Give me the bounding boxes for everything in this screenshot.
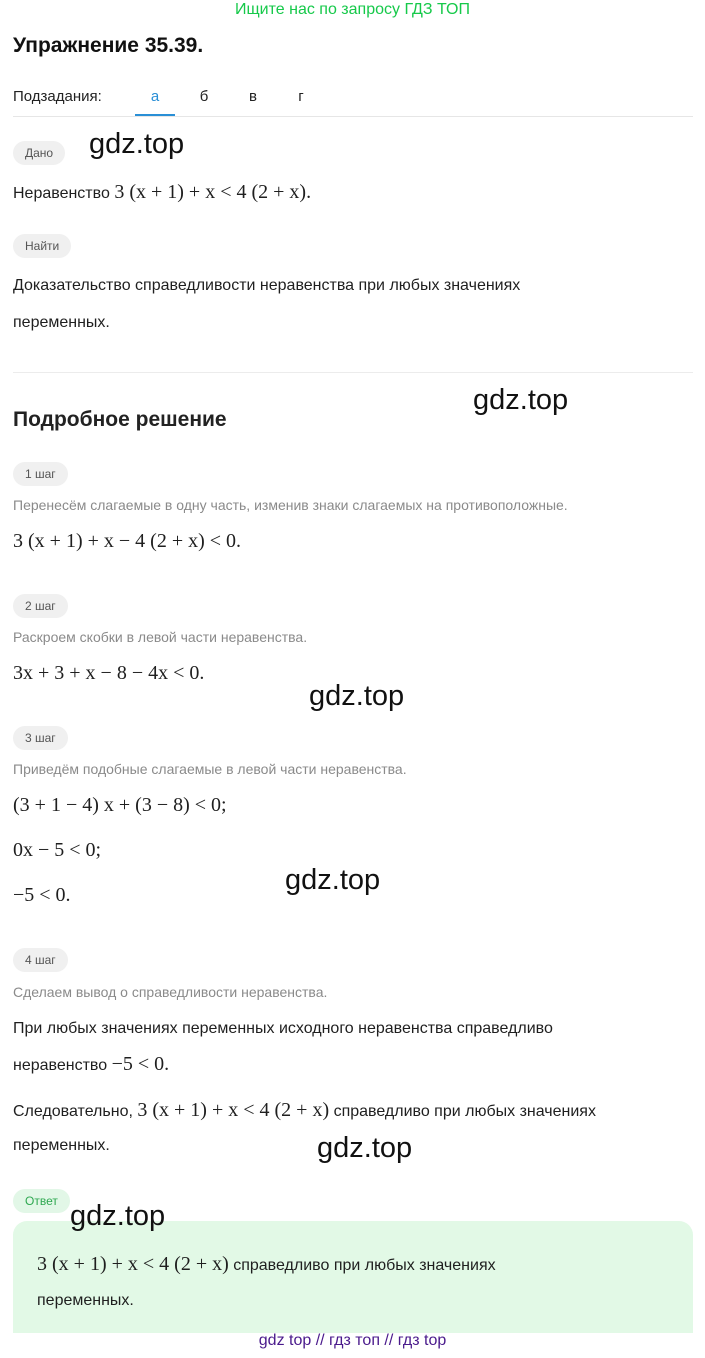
- subtasks-label: Подзадания:: [13, 88, 102, 105]
- step-4-text-2-math: −5 < 0.: [111, 1053, 170, 1075]
- step-4-text-4: переменных.: [13, 1137, 110, 1154]
- step-4-text-3: [13, 1092, 596, 1130]
- step-4-text-2-prefix: неравенство: [13, 1057, 108, 1074]
- step-2-math: 3x + 3 + x − 8 − 4x < 0.: [13, 662, 205, 684]
- step-3-math-2: 0x − 5 < 0;: [13, 839, 102, 861]
- given-text: [13, 174, 311, 212]
- step-4-text-3-math: 3 (x + 1) + x < 4 (2 + x): [137, 1099, 330, 1121]
- watermark: gdz.top: [89, 128, 185, 160]
- step-1-hint: Перенесём слагаемые в одну часть, изменив знаки слагаемых на противоположные.: [13, 497, 568, 513]
- step-2-hint: Раскроем скобки в левой части неравенства.: [13, 629, 308, 645]
- answer-line-2: переменных.: [37, 1292, 134, 1309]
- given-badge: Дано: [13, 141, 65, 165]
- subtasks-bar: [13, 84, 693, 117]
- watermark: gdz.top: [70, 1200, 166, 1232]
- step-4-badge: 4 шаг: [13, 948, 68, 972]
- watermark: gdz.top: [309, 680, 405, 712]
- step-1-badge: 1 шаг: [13, 462, 68, 486]
- step-4-text-2: [13, 1046, 169, 1084]
- answer-badge: Ответ: [13, 1189, 70, 1213]
- find-line-2: переменных.: [13, 314, 110, 331]
- find-badge: Найти: [13, 234, 71, 258]
- step-3-hint: Приведём подобные слагаемые в левой части неравенства.: [13, 761, 407, 777]
- step-4-text-3-prefix: Следовательно,: [13, 1103, 133, 1120]
- divider: [13, 372, 693, 373]
- step-3-badge: 3 шаг: [13, 726, 68, 750]
- page-title: Упражнение 35.39.: [13, 34, 204, 57]
- step-4-hint: Сделаем вывод о справедливости неравенства.: [13, 984, 328, 1000]
- step-3-math-1: (3 + 1 − 4) x + (3 − 8) < 0;: [13, 794, 227, 816]
- watermark: gdz.top: [317, 1132, 413, 1164]
- tab-v[interactable]: в: [249, 88, 257, 105]
- watermark: gdz.top: [473, 384, 569, 416]
- given-prefix: Неравенство: [13, 185, 110, 202]
- answer-suffix: справедливо при любых значениях: [233, 1257, 496, 1274]
- step-3-math-3: −5 < 0.: [13, 884, 71, 906]
- step-2-badge: 2 шаг: [13, 594, 68, 618]
- step-4-text-3-suffix: справедливо при любых значениях: [333, 1103, 596, 1120]
- watermark: gdz.top: [285, 864, 381, 896]
- footer-links[interactable]: gdz top // гдз топ // гдз top: [258, 1332, 447, 1349]
- tab-a[interactable]: а: [135, 88, 175, 116]
- answer-math: 3 (x + 1) + x < 4 (2 + x): [37, 1253, 229, 1275]
- answer-line-1: [37, 1246, 496, 1284]
- find-line-1: Доказательство справедливости неравенства при любых значениях: [13, 277, 521, 294]
- step-1-math: 3 (x + 1) + x − 4 (2 + x) < 0.: [13, 530, 242, 552]
- tab-b[interactable]: б: [199, 88, 209, 105]
- tab-g[interactable]: г: [298, 88, 304, 105]
- answer-box: [13, 1221, 693, 1333]
- given-formula: 3 (x + 1) + x < 4 (2 + x).: [114, 181, 312, 203]
- top-banner: Ищите нас по запросу ГДЗ ТОП: [235, 1, 470, 18]
- step-4-text-1: При любых значениях переменных исходного неравенства справедливо: [13, 1020, 553, 1037]
- solution-title: Подробное решение: [13, 408, 227, 431]
